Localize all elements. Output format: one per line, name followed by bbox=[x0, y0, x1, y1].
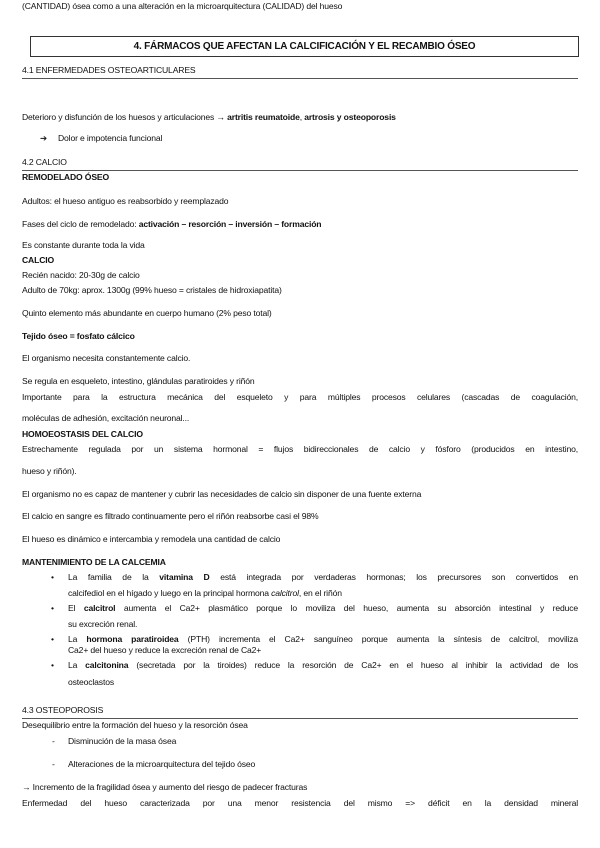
paragraph-line bbox=[22, 443, 578, 455]
paragraph-line bbox=[22, 391, 578, 403]
text-run: Alteraciones de la microarquitectura del tejido óseo bbox=[68, 759, 256, 769]
bullet-item bbox=[68, 571, 578, 583]
text-run: su excreción renal. bbox=[68, 619, 138, 629]
text-run: La bbox=[68, 634, 87, 644]
text-run: Ca2+ del hueso y reduce la excreción renal de Ca2+ bbox=[68, 645, 262, 655]
text-run: MANTENIMIENTO DE LA CALCEMIA bbox=[22, 557, 166, 567]
text-run: → Incremento de la fragilidad ósea y aumento del riesgo de padecer fracturas bbox=[22, 782, 308, 792]
bullet-item bbox=[68, 659, 578, 671]
paragraph-line bbox=[22, 375, 254, 387]
paragraph-line bbox=[22, 533, 280, 545]
paragraph-line bbox=[22, 254, 54, 266]
dash-item bbox=[68, 758, 255, 770]
text-run: 4.2 CALCIO bbox=[22, 157, 67, 167]
text-run: activación – resorción – inversión – formación bbox=[138, 219, 322, 229]
text-run: artritis reumatoide bbox=[227, 112, 300, 122]
paragraph-line bbox=[22, 171, 109, 183]
chapter-title: 4. FÁRMACOS QUE AFECTAN LA CALCIFICACIÓN Y EL RECAMBIO ÓSEO bbox=[30, 36, 579, 57]
text-run: , bbox=[299, 112, 305, 122]
text-run: moléculas de adhesión, excitación neuronal... bbox=[22, 413, 190, 423]
text-run: Tejido óseo = fosfato cálcico bbox=[22, 331, 135, 341]
paragraph-line bbox=[22, 488, 421, 500]
text-run: El bbox=[68, 603, 84, 613]
text-run: Dolor e impotencia funcional bbox=[58, 133, 163, 143]
paragraph-line bbox=[22, 428, 143, 440]
section-heading bbox=[22, 156, 67, 168]
paragraph-line bbox=[22, 330, 135, 342]
text-run: HOMOEOSTASIS DEL CALCIO bbox=[22, 429, 143, 439]
text-run: hormona paratiroidea bbox=[86, 634, 179, 644]
text-run: Estrechamente regulada por un sistema hormonal = flujos bidireccionales de calcio y fósforo (producidos en intestino, bbox=[22, 444, 578, 454]
text-run: artrosis y osteoporosis bbox=[304, 112, 396, 122]
text-run: REMODELADO ÓSEO bbox=[22, 172, 110, 182]
text-run: calcifediol en el hígado y luego en la principal hormona bbox=[68, 588, 272, 598]
text-run: (CANTIDAD) ósea como a una alteración en la microarquitectura (CALIDAD) del hueso bbox=[22, 1, 343, 11]
paragraph-line bbox=[22, 195, 228, 207]
paragraph-line bbox=[22, 412, 189, 424]
text-run: Fases del ciclo de remodelado: bbox=[22, 219, 139, 229]
paragraph-line bbox=[22, 510, 318, 522]
section-heading bbox=[22, 704, 103, 716]
text-run: Deterioro y disfunción de los huesos y articulaciones → bbox=[22, 112, 228, 122]
dash-marker: - bbox=[52, 759, 55, 769]
bullet-icon: • bbox=[51, 603, 55, 613]
paragraph-line bbox=[22, 352, 190, 364]
paragraph-line bbox=[22, 797, 578, 809]
text-run: 4.1 ENFERMEDADES OSTEOARTICULARES bbox=[22, 65, 196, 75]
paragraph-line bbox=[22, 781, 307, 793]
text-run: Se regula en esqueleto, intestino, glándulas paratiroides y riñón bbox=[22, 376, 255, 386]
paragraph-line bbox=[22, 719, 248, 731]
arrow-item bbox=[58, 132, 162, 144]
bullet-item bbox=[68, 602, 578, 614]
text-run: está integrada por verdaderas hormonas; los precursores son convertidos en bbox=[209, 572, 578, 582]
text-run: El hueso es dinámico e intercambia y remodela una cantidad de calcio bbox=[22, 534, 281, 544]
text-run: hueso y riñón). bbox=[22, 466, 77, 476]
text-run: (PTH) incrementa el Ca2+ sanguíneo porque aumenta la síntesis de calcitrol, moviliza bbox=[178, 634, 579, 644]
text-run: calcitrol bbox=[271, 588, 299, 598]
text-run: (secretada por la tiroides) reduce la resorción de Ca2+ en el hueso al inhibir la actividad de los bbox=[128, 660, 578, 670]
bullet-icon: • bbox=[51, 660, 55, 670]
text-run: Es constante durante toda la vida bbox=[22, 240, 145, 250]
paragraph-line bbox=[22, 0, 342, 12]
text-run: Enfermedad del hueso caracterizada por una menor resistencia del mismo => déficit en la densidad mineral bbox=[22, 798, 578, 808]
text-run: El organismo necesita constantemente calcio. bbox=[22, 353, 191, 363]
text-run: Quinto elemento más abundante en cuerpo humano (2% peso total) bbox=[22, 308, 272, 318]
bullet-icon: • bbox=[51, 572, 55, 582]
text-run: calcitonina bbox=[85, 660, 129, 670]
text-run: vitamina D bbox=[159, 572, 210, 582]
text-run: osteoclastos bbox=[68, 677, 114, 687]
paragraph-line bbox=[22, 307, 272, 319]
paragraph-line bbox=[22, 239, 145, 251]
section-heading bbox=[22, 64, 196, 76]
text-run: Disminución de la masa ósea bbox=[68, 736, 177, 746]
text-run: La familia de la bbox=[68, 572, 160, 582]
dash-marker: - bbox=[52, 736, 55, 746]
paragraph-line bbox=[22, 111, 396, 123]
paragraph-line bbox=[22, 465, 77, 477]
text-run: calcitrol bbox=[83, 603, 116, 613]
text-run: La bbox=[68, 660, 86, 670]
bullet-item-continuation bbox=[68, 644, 261, 656]
text-run: El organismo no es capaz de mantener y cubrir las necesidades de calcio sin disponer de una fuente externa bbox=[22, 489, 422, 499]
paragraph-line bbox=[22, 556, 166, 568]
text-run: Adultos: el hueso antiguo es reabsorbido y reemplazado bbox=[22, 196, 229, 206]
paragraph-line bbox=[22, 269, 140, 281]
bullet-icon: • bbox=[51, 634, 55, 644]
text-run: Recién nacido: 20-30g de calcio bbox=[22, 270, 140, 280]
paragraph-line bbox=[22, 284, 282, 296]
text-run: , en el riñón bbox=[298, 588, 342, 598]
text-run: Importante para la estructura mecánica del esqueleto y para múltiples procesos celulares (cascadas de coagulación, bbox=[22, 392, 578, 402]
paragraph-line bbox=[22, 218, 321, 230]
text-run: aumenta el Ca2+ plasmático porque lo moviliza del hueso, aumenta su absorción intestinal y reduce bbox=[115, 603, 578, 613]
bullet-item-continuation bbox=[68, 587, 342, 599]
text-run: 4.3 OSTEOPOROSIS bbox=[22, 705, 104, 715]
bullet-item-continuation bbox=[68, 618, 137, 630]
text-run: CALCIO bbox=[22, 255, 55, 265]
section-divider bbox=[22, 78, 578, 79]
text-run: Desequilibrio entre la formación del hueso y la resorción ósea bbox=[22, 720, 248, 730]
bullet-item-continuation bbox=[68, 676, 114, 688]
dash-item bbox=[68, 735, 176, 747]
arrow-icon: ➔ bbox=[40, 133, 48, 143]
text-run: Adulto de 70kg: aprox. 1300g (99% hueso = cristales de hidroxiapatita) bbox=[22, 285, 282, 295]
text-run: El calcio en sangre es filtrado continuamente pero el riñón reabsorbe casi el 98% bbox=[22, 511, 319, 521]
